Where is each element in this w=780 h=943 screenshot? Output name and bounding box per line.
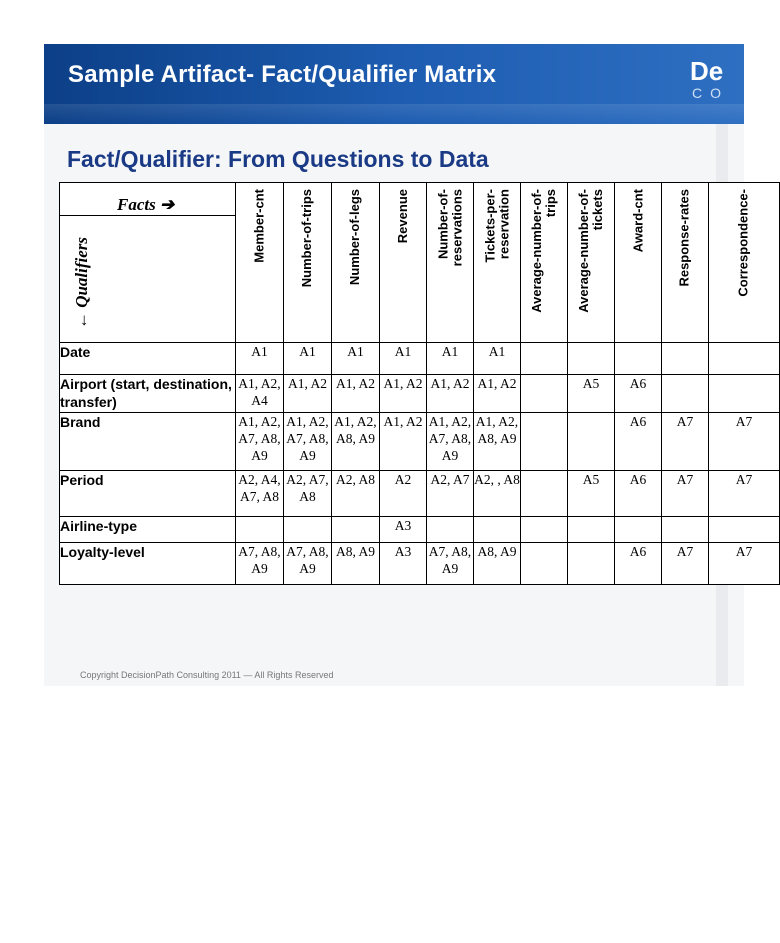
matrix-cell [709, 343, 780, 375]
matrix-cell [521, 471, 568, 517]
matrix-cell [615, 343, 662, 375]
logo-text-bottom: CO [692, 85, 729, 101]
fact-column-header [568, 183, 615, 343]
fact-column-header [380, 183, 427, 343]
matrix-cell: A1 [236, 343, 284, 375]
qualifier-row [60, 375, 780, 413]
matrix-cell: A1 [427, 343, 474, 375]
matrix-cell [568, 413, 615, 471]
copyright-footer: Copyright DecisionPath Consulting 2011 — All Rights Reserved [80, 670, 334, 680]
matrix-cell [615, 517, 662, 543]
matrix-cell: A1, A2 [380, 413, 427, 471]
matrix-cell: A1, A2, A8, A9 [474, 413, 521, 471]
matrix-cell [568, 343, 615, 375]
qualifier-label: Loyalty-level [60, 543, 236, 585]
fact-column-label: Average-number-of- tickets [576, 189, 605, 313]
fact-column-header [332, 183, 380, 343]
matrix-cell: A1, A2 [427, 375, 474, 413]
qualifier-row [60, 517, 780, 543]
matrix-cell: A2, , A8 [474, 471, 521, 517]
matrix-cell: A1, A2 [380, 375, 427, 413]
matrix-cell: A1, A2, A7, A8, A9 [284, 413, 332, 471]
matrix-cell [662, 375, 709, 413]
matrix-cell: A1, A2 [474, 375, 521, 413]
company-logo [690, 58, 750, 108]
matrix-cell [332, 517, 380, 543]
fact-column-label: Member-cnt [251, 189, 267, 263]
matrix-cell [521, 375, 568, 413]
matrix-cell: A7, A8, A9 [236, 543, 284, 585]
matrix-cell: A3 [380, 517, 427, 543]
matrix-cell [709, 517, 780, 543]
qualifier-row [60, 471, 780, 517]
matrix-cell: A5 [568, 375, 615, 413]
matrix-cell: A7 [709, 471, 780, 517]
qualifier-label: Airline-type [60, 517, 236, 543]
matrix-cell: A7 [662, 471, 709, 517]
matrix-cell: A6 [615, 543, 662, 585]
matrix-cell [662, 517, 709, 543]
facts-axis-label: Facts ➔ [117, 195, 175, 214]
matrix-cell [284, 517, 332, 543]
matrix-cell [474, 517, 521, 543]
logo-text-top: De [690, 56, 724, 86]
matrix-cell: A7 [662, 413, 709, 471]
matrix-cell: A1, A2, A4 [236, 375, 284, 413]
fact-column-header [236, 183, 284, 343]
matrix-cell [236, 517, 284, 543]
fact-column-label: Response-rates [677, 189, 692, 287]
matrix-cell: A1, A2, A7, A8, A9 [427, 413, 474, 471]
matrix-cell [521, 543, 568, 585]
fact-column-label: Revenue [395, 189, 410, 244]
matrix-cell: A1, A2, A8, A9 [332, 413, 380, 471]
matrix-cell: A1 [380, 343, 427, 375]
fact-column-label: Correspondence- [736, 189, 751, 297]
qualifier-row [60, 543, 780, 585]
matrix-cell: A6 [615, 413, 662, 471]
matrix-cell: A2, A8 [332, 471, 380, 517]
fact-column-header [709, 183, 780, 343]
matrix-cell: A1 [284, 343, 332, 375]
matrix-cell [427, 517, 474, 543]
matrix-corner-cell [60, 183, 236, 343]
fact-column-header [474, 183, 521, 343]
fact-qualifier-matrix [59, 182, 753, 610]
matrix-cell: A3 [380, 543, 427, 585]
fact-column-label: Number-of-legs [347, 189, 363, 286]
qualifier-label: Brand [60, 413, 236, 471]
matrix-cell [709, 375, 780, 413]
matrix-cell: A7, A8, A9 [427, 543, 474, 585]
matrix-cell: A2 [380, 471, 427, 517]
matrix-cell [521, 413, 568, 471]
qualifier-row [60, 343, 780, 375]
fact-column-label: Tickets-per- reservation [482, 189, 511, 263]
qualifier-label: Period [60, 471, 236, 517]
matrix-table [59, 182, 780, 585]
slide-title: Sample Artifact- Fact/Qualifier Matrix [68, 61, 497, 88]
matrix-cell: A1, A2 [284, 375, 332, 413]
matrix-cell: A7 [662, 543, 709, 585]
matrix-cell: A8, A9 [474, 543, 521, 585]
fact-column-label: Number-of- reservations [435, 189, 464, 267]
qualifier-label: Date [60, 343, 236, 375]
banner-shine [44, 104, 744, 124]
fact-column-header [427, 183, 474, 343]
matrix-cell: A2, A7, A8 [284, 471, 332, 517]
matrix-cell: A1, A2 [332, 375, 380, 413]
matrix-cell: A8, A9 [332, 543, 380, 585]
section-heading: Fact/Qualifier: From Questions to Data [67, 146, 489, 172]
fact-column-label: Number-of-trips [299, 189, 315, 288]
fact-column-header [662, 183, 709, 343]
matrix-cell [568, 517, 615, 543]
matrix-cell: A2, A4, A7, A8 [236, 471, 284, 517]
matrix-cell: A7 [709, 413, 780, 471]
qualifier-label: Airport (start, destination, transfer) [60, 375, 236, 413]
fact-column-header [615, 183, 662, 343]
matrix-cell: A1, A2, A7, A8, A9 [236, 413, 284, 471]
matrix-cell: A2, A7 [427, 471, 474, 517]
matrix-cell [662, 343, 709, 375]
fact-column-label: Award-cnt [630, 189, 645, 253]
matrix-cell [521, 517, 568, 543]
qualifiers-axis-label: ← Qualifiers [72, 236, 91, 330]
matrix-cell: A1 [474, 343, 521, 375]
matrix-cell: A7 [709, 543, 780, 585]
header-row [60, 183, 780, 343]
matrix-cell: A6 [615, 375, 662, 413]
qualifier-row [60, 413, 780, 471]
corner-divider [60, 215, 235, 216]
matrix-cell: A7, A8, A9 [284, 543, 332, 585]
matrix-cell [521, 343, 568, 375]
fact-column-header [284, 183, 332, 343]
matrix-cell: A1 [332, 343, 380, 375]
matrix-cell [568, 543, 615, 585]
matrix-cell: A5 [568, 471, 615, 517]
matrix-cell: A6 [615, 471, 662, 517]
fact-column-label: Average-number-of- trips [529, 189, 558, 313]
fact-column-header [521, 183, 568, 343]
